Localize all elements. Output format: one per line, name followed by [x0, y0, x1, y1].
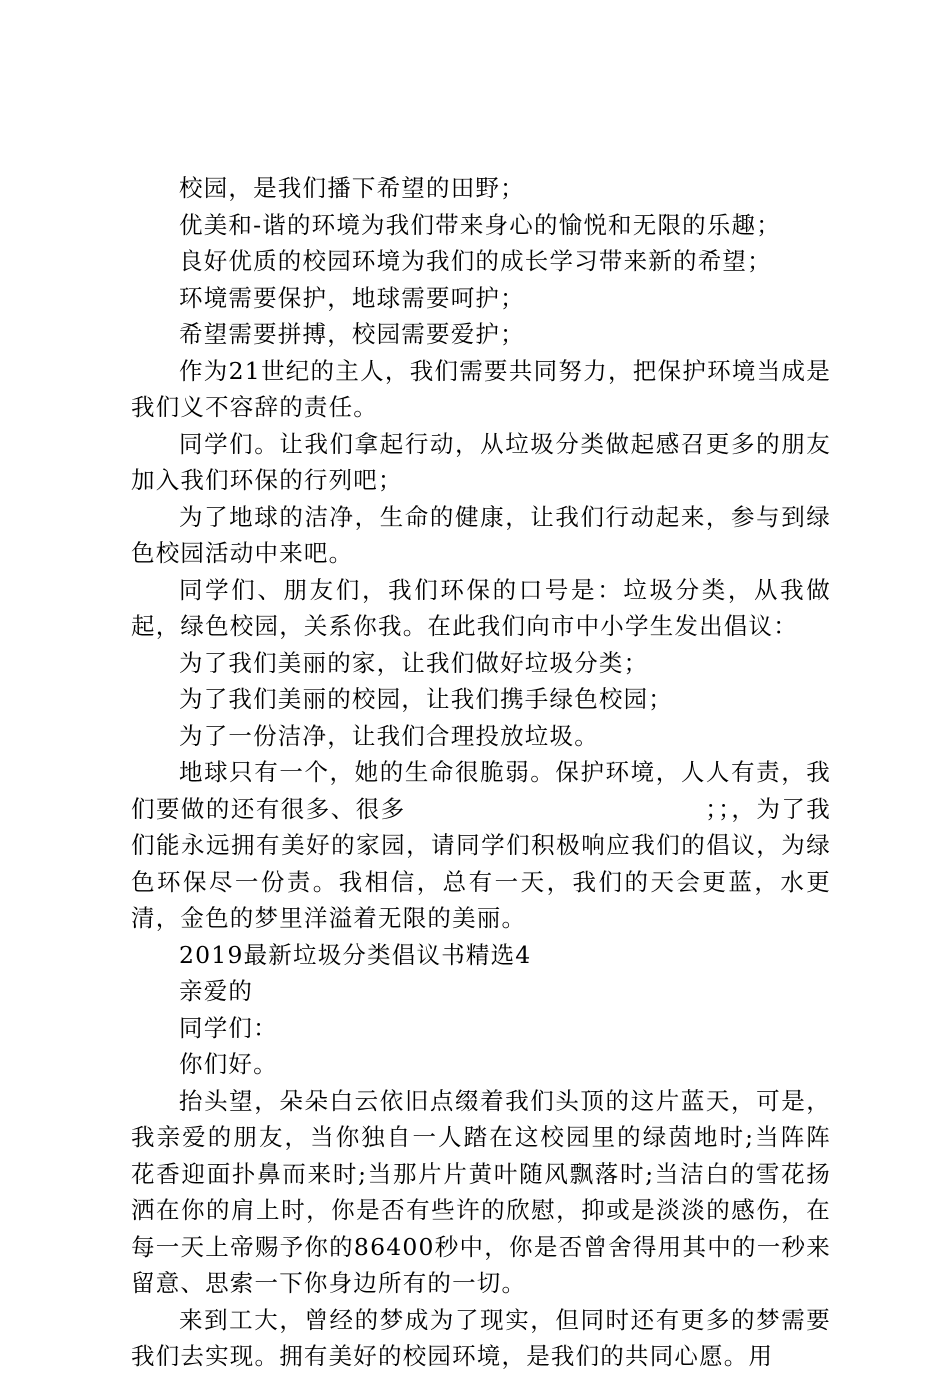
paragraph: 希望需要拼搏，校园需要爱护；: [179, 320, 525, 348]
paragraph: 地球只有一个，她的生命很脆弱。保护环境，人人有责，我们要做的还有很多、很多 ；；，为了我们能永远拥有美好的家园，请同学们积极响应我们的倡议，为绿色环保尽一份责。我相信，总有一天，我们的天会更蓝，水更清，金色的梦里洋溢着无限的美丽。: [131, 758, 831, 932]
paragraph: 为了我们美丽的家，让我们做好垃圾分类；: [179, 648, 649, 677]
section-heading: 2019最新垃圾分类倡议书精选4: [179, 940, 532, 969]
paragraph: 来到工大，曾经的梦成为了现实，但同时还有更多的梦需要我们去实现。拥有美好的校园环境，是我们的共同心愿。用: [131, 1305, 831, 1370]
paragraph: 为了地球的洁净，生命的健康，让我们行动起来，参与到绿色校园活动中来吧。: [131, 502, 831, 567]
paragraph: 校园，是我们播下希望的田野；: [179, 174, 525, 202]
greeting-line: 你们好。: [179, 1050, 278, 1078]
salutation-line: 亲爱的: [179, 977, 254, 1005]
document-body: [131, 170, 831, 1375]
paragraph: 优美和-谐的环境为我们带来身心的愉悦和无限的乐趣；: [179, 210, 781, 239]
paragraph: 同学们、朋友们，我们环保的口号是：垃圾分类，从我做起，绿色校园，关系你我。在此我们向市中小学生发出倡议：: [131, 575, 831, 640]
paragraph: 环境需要保护，地球需要呵护；: [179, 283, 525, 312]
paragraph: 作为21世纪的主人，我们需要共同努力，把保护环境当成是我们义不容辞的责任。: [131, 356, 831, 421]
paragraph: 为了我们美丽的校园，让我们携手绿色校园；: [179, 685, 673, 713]
paragraph: 同学们。让我们拿起行动，从垃圾分类做起感召更多的朋友加入我们环保的行列吧；: [131, 429, 831, 494]
paragraph: 为了一份洁净，让我们合理投放垃圾。: [179, 721, 599, 750]
paragraph: 抬头望，朵朵白云依旧点缀着我们头顶的这片蓝天，可是，我亲爱的朋友，当你独自一人踏在这校园里的绿茵地时;当阵阵花香迎面扑鼻而来时;当那片片黄叶随风飘落时;当洁白的雪花扬洒在你的肩上时，你是否有些许的欣慰，抑或是淡淡的感伤，在每一天上帝赐予你的86400秒中，你是否曾舍得用其中的一秒来留意、思索一下你身边所有的一切。: [131, 1086, 831, 1297]
paragraph: 良好优质的校园环境为我们的成长学习带来新的希望；: [179, 247, 772, 275]
salutation-line: 同学们：: [179, 1013, 278, 1042]
